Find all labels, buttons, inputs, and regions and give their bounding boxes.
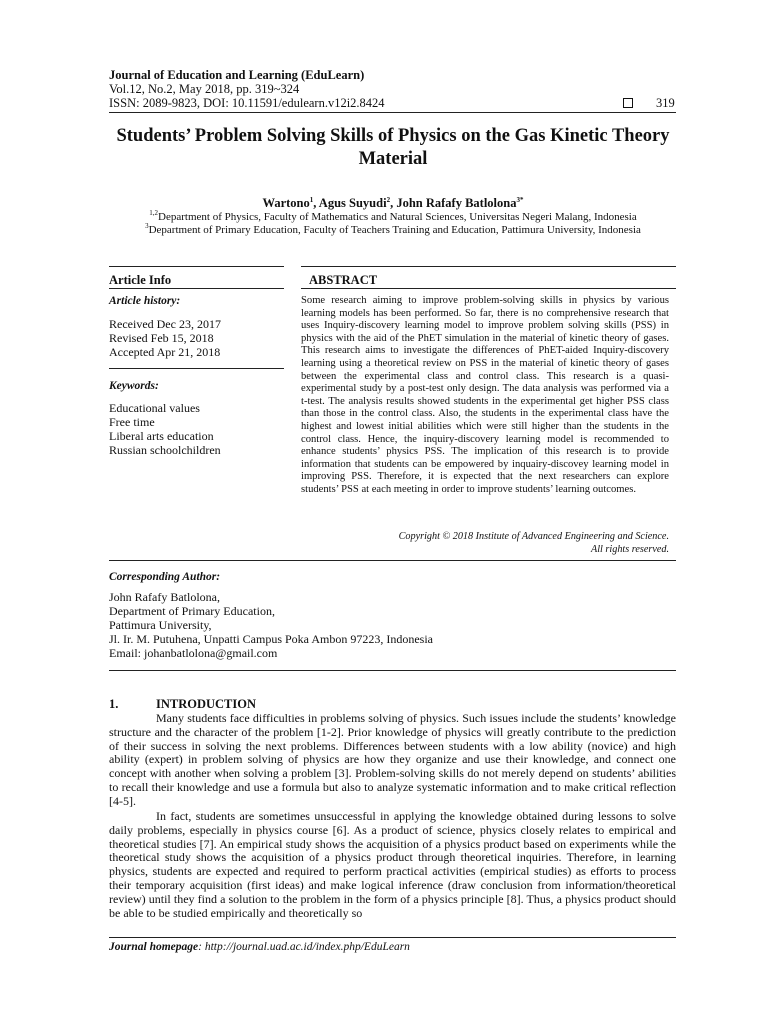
article-info-head-rule — [109, 288, 284, 289]
corresponding-author-department: Department of Primary Education, — [109, 604, 275, 618]
revised-date: Revised Feb 15, 2018 — [109, 331, 214, 345]
keyword-item: Russian schoolchildren — [109, 443, 221, 457]
keyword-item: Free time — [109, 415, 155, 429]
keyword-item: Educational values — [109, 401, 200, 415]
abstract-heading: ABSTRACT — [309, 273, 378, 287]
keyword-item: Liberal arts education — [109, 429, 214, 443]
author-name: , John Rafafy Batlolona — [390, 196, 517, 210]
abstract-top-rule — [301, 266, 676, 267]
keyword-list — [109, 401, 221, 457]
journal-name: Journal of Education and Learning (EduLearn) — [109, 68, 365, 82]
abstract-text: Some research aiming to improve problem-solving skills in physics by various learning models has been performed. So far, there is no comprehensive research that uses Inquiry-discovery learning model to improve problem solving skills (PSS) in physics with the aid of the PhET simulation in the material of kinetic theory of gases. This research aims to investigate the differences of PhET-aided Inquiry-discovery learning using a theoretical review on PSS in the material of kinetic theory of gases between the experimental class and control class. This research is a quasi-experimental study by a post-test only design. The data analysis was performed via a t-test. The analysis results showed students in the experimental get higher PSS class than those in the control class. Also, the students in the experimental class have the highest and lowest initial abilities which were still higher than the students in the control class. Hence, the inquiry-discovery learning model is recommended to enhance students’ physics PSS. The implication of this research is to provide information that students can be empowered by inquairy-discovey learning model in improving PSS. Therefore, it is expected that the next researchers can explore students’ PSS at each meeting in order to improve students’ learning outcomes. — [301, 295, 669, 495]
affiliation-mark: 3 — [145, 222, 149, 230]
copyright-notice — [301, 530, 669, 556]
square-bullet-icon — [623, 98, 633, 108]
journal-homepage-footer — [109, 941, 410, 953]
copyright-line: Copyright © 2018 Institute of Advanced Engineering and Science. — [398, 531, 669, 542]
affiliation-text: Department of Physics, Faculty of Mathematics and Natural Sciences, Universitas Negeri Malang, Indonesia — [158, 211, 637, 223]
section-heading — [109, 697, 256, 712]
corresponding-bottom-rule — [109, 670, 676, 671]
keywords-label: Keywords: — [109, 380, 159, 392]
section-title: INTRODUCTION — [156, 697, 257, 711]
author-name: Wartono — [262, 196, 310, 210]
copyright-line: All rights reserved. — [591, 544, 669, 555]
body-paragraph: In fact, students are sometimes unsuccessful in applying the knowledge obtained during lessons to solve daily problems, especially in physics course [6]. As a product of science, physics closely relates to empirical and theoretical studies [7]. An empirical study shows the acquisition of a physics product based on experiments while the theoretical study shows the acquisition of a physics product through theoretical inquiries. Therefore, in learning physics, students are expected and required to perform practical activities (empirical studies) as efforts to process their temporary acquisition (first ideas) and make logical inference (draw conclusion from information/theoretical review) until they find a solution to the problem in the form of a physics principle [8]. Thus, a physics product should be able to be studied empirically and theoretically so — [109, 809, 676, 920]
footer-divider — [109, 937, 676, 938]
affiliation-line — [100, 224, 686, 236]
corresponding-author-details — [109, 590, 433, 660]
author-affiliation-mark: 3* — [516, 196, 524, 204]
abstract-head-rule — [301, 288, 676, 289]
page-number: 319 — [656, 96, 675, 110]
body-paragraph: Many students face difficulties in problems solving of physics. Such issues include the students’ knowledge structure and the character of the problem [1-2]. Prior knowledge of physics will greatly contribute to the prediction of their success in solving the next problems. Differences between students with a low ability (novice) and high ability (expert) in problem solving of physics are how they organize and use their knowledge, and connect one concept with another when solving a problem [3]. Problem-solving skills do not merely depend on students’ abilities to recall their knowledge and use a formula but also to analyze systematic information and to make critical reflection [4-5]. — [109, 711, 676, 808]
received-date: Received Dec 23, 2017 — [109, 317, 221, 331]
history-divider — [109, 368, 284, 369]
affiliation-line — [100, 211, 686, 223]
paper-title: Students’ Problem Solving Skills of Physics on the Gas Kinetic Theory Material — [116, 126, 670, 169]
corresponding-author-email: Email: johanbatlolona@gmail.com — [109, 646, 278, 660]
article-info-heading: Article Info — [109, 273, 172, 287]
journal-volume: Vol.12, No.2, May 2018, pp. 319~324 — [109, 82, 300, 96]
corresponding-author-label: Corresponding Author: — [109, 571, 221, 583]
article-history-label: Article history: — [109, 295, 181, 307]
journal-issn-doi: ISSN: 2089-9823, DOI: 10.11591/edulearn.v12i2.8424 — [109, 96, 385, 110]
homepage-label: Journal homepage — [109, 941, 199, 953]
article-info-top-rule — [109, 266, 284, 267]
affiliation-mark: 1,2 — [149, 209, 159, 217]
accepted-date: Accepted Apr 21, 2018 — [109, 345, 221, 359]
author-affiliation-mark: 2 — [386, 196, 391, 204]
header-divider — [109, 112, 676, 113]
affiliation-text: Department of Primary Education, Faculty of Teachers Training and Education, Pattimura University, Indonesia — [148, 224, 641, 236]
corresponding-author-university: Pattimura University, — [109, 618, 212, 632]
section-number: 1. — [109, 697, 119, 711]
homepage-url: : http://journal.uad.ac.id/index.php/EduLearn — [198, 941, 410, 953]
author-name: , Agus Suyudi — [313, 196, 387, 210]
corresponding-author-name: John Rafafy Batlolona, — [109, 590, 220, 604]
abstract-bottom-rule — [109, 560, 676, 561]
author-list — [100, 196, 686, 211]
corresponding-author-address: Jl. Ir. M. Putuhena, Unpatti Campus Poka Ambon 97223, Indonesia — [109, 632, 433, 646]
author-affiliation-mark: 1 — [309, 196, 314, 204]
